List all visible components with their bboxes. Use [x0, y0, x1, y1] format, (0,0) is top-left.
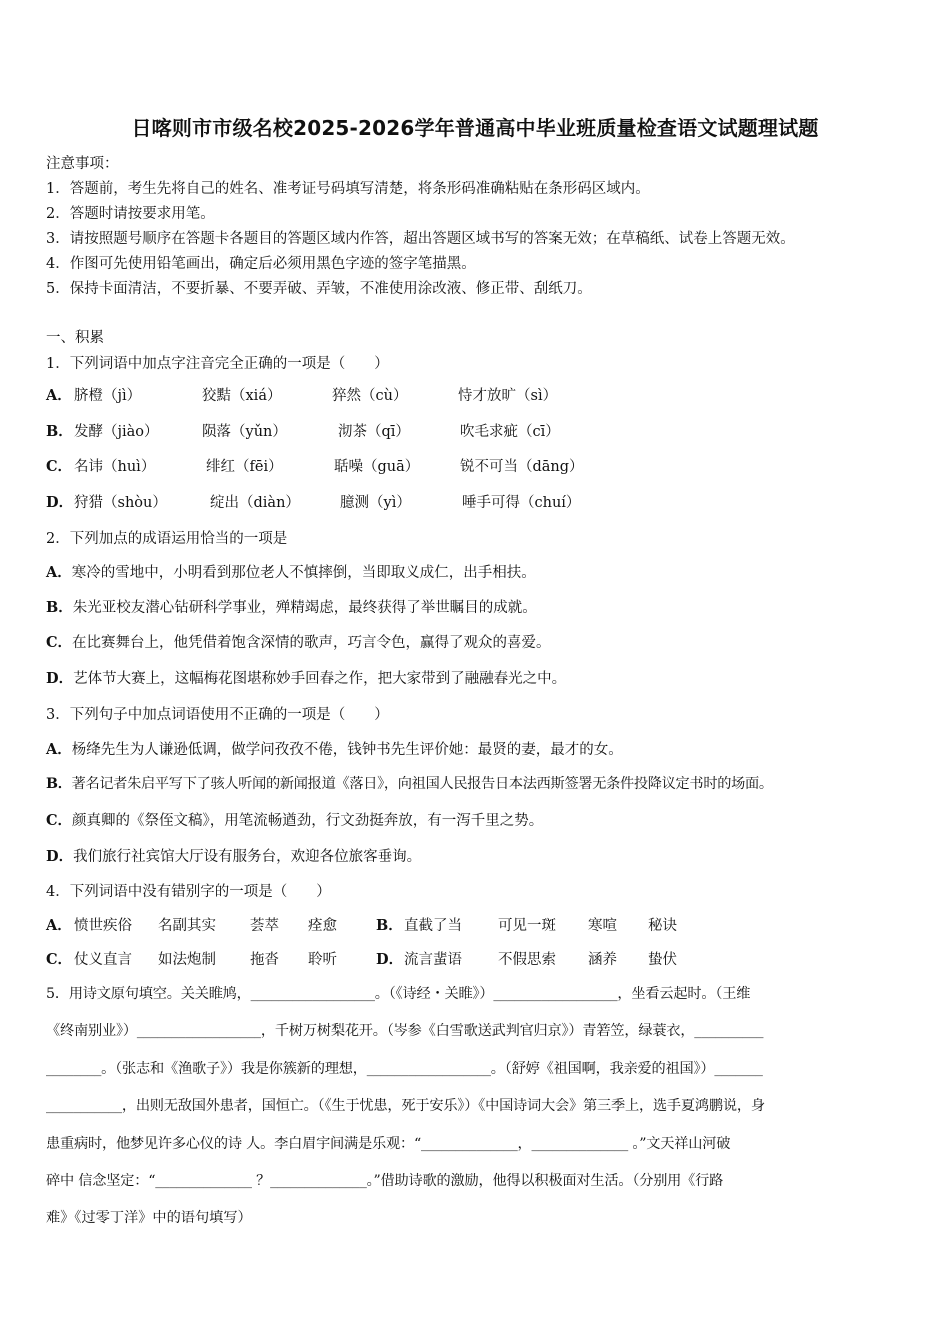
question-stem: 3．下列句子中加点词语使用不正确的一项是（ ） — [46, 707, 389, 723]
text-segment: 直截了当 — [404, 918, 462, 934]
option-item: 名讳（huì） — [74, 459, 156, 475]
text-segment: C． — [46, 951, 73, 968]
q5-line: 难》《过零丁洋》中的语句填写） — [46, 1210, 252, 1226]
notice-item: 2．答题时请按要求用笔。 — [46, 206, 215, 222]
text-segment: D． — [376, 951, 404, 968]
q1-option-c — [46, 455, 906, 475]
q2-option-b — [46, 596, 537, 617]
q2-option-d — [46, 667, 566, 688]
option-label: D． — [46, 494, 74, 511]
text-segment: 艺体节大赛上，这幅梅花图堪称妙手回春之作，把大家带到了融融春光之中。 — [73, 671, 567, 687]
question-stem: 4．下列词语中没有错别字的一项是（ ） — [46, 884, 331, 900]
option-item: 猝然（cù） — [332, 388, 408, 404]
text-segment: 荟萃 — [250, 918, 279, 934]
text-segment: 在比赛舞台上，他凭借着饱含深情的歌声，巧言令色，赢得了观众的喜爱。 — [72, 635, 551, 651]
option-item: 臆测（yì） — [340, 495, 411, 511]
option-item: 绯红（fēi） — [206, 459, 283, 475]
q5-line: ________。（张志和《渔歌子》）我是你簇新的理想，__________________。（舒婷《祖国啊，我亲爱的祖国》）_______ — [46, 1061, 763, 1077]
text-segment: A． — [46, 917, 72, 934]
text-segment: 痊愈 — [308, 918, 337, 934]
text-segment: 流言蜚语 — [404, 952, 462, 968]
option-item: 脐橙（jì） — [74, 388, 142, 404]
text-segment: 著名记者朱启平写下了骇人听闻的新闻报道《落日》，向祖国人民报告日本法西斯签署无条件投降议定书时的场面。 — [71, 776, 773, 792]
section-heading: 一、积累 — [46, 330, 104, 346]
text-segment: 蛰伏 — [648, 952, 677, 968]
text-segment: 寒冷的雪地中，小明看到那位老人不慎摔倒，当即取义成仁，出手相扶。 — [71, 565, 536, 581]
notice-heading: 注意事项： — [46, 156, 119, 172]
text-segment: 寒喧 — [588, 918, 617, 934]
text-segment: C． — [46, 812, 73, 829]
text-segment: 颜真卿的《祭侄文稿》，用笔流畅遒劲，行文劲挺奔放，有一泻千里之势。 — [72, 813, 544, 829]
q1-option-d — [46, 491, 906, 511]
notice-item: 4．作图可先使用铅笔画出，确定后必须用黑色字迹的签字笔描黑。 — [46, 256, 476, 272]
q3-option-d — [46, 845, 421, 866]
q5-line: 碎中 信念坚定：“______________ ？______________。”借助诗歌的激励，他得以积极面对生活。（分别用《行路 — [46, 1173, 724, 1189]
text-segment: 拖沓 — [250, 952, 279, 968]
q3-option-b — [46, 773, 773, 793]
q5-line: 患重病时，他梦见许多心仪的诗 人。李白眉宇间满是乐观：“______________，______________ 。”文天祥山河破 — [46, 1136, 731, 1152]
q1-option-a — [46, 384, 906, 404]
q3-option-c — [46, 809, 543, 830]
q3-option-a — [46, 738, 623, 759]
option-item: 唾手可得（chuí） — [462, 495, 581, 511]
notice-item: 3．请按照题号顺序在答题卡各题目的答题区域内作答，超出答题区域书写的答案无效；在草稿纸、试卷上答题无效。 — [46, 231, 795, 247]
option-item: 锐不可当（dāng） — [460, 459, 584, 475]
question-stem: 1．下列词语中加点字注音完全正确的一项是（ ） — [46, 356, 389, 372]
q4-row-2 — [46, 948, 906, 968]
q4-row-1 — [46, 914, 906, 934]
text-segment: A． — [46, 741, 72, 758]
notice-item: 5．保持卡面清洁，不要折暴、不要弄破、弄皱，不准使用涂改液、修正带、刮纸刀。 — [46, 281, 592, 297]
text-segment: 如法炮制 — [158, 952, 216, 968]
option-label: C． — [46, 458, 73, 475]
text-segment: D． — [46, 848, 74, 865]
text-segment: 涵养 — [588, 952, 617, 968]
text-segment: 可见一斑 — [498, 918, 556, 934]
option-item: 吹毛求疵（cī） — [460, 424, 560, 440]
page-title: 日喀则市市级名校2025-2026学年普通高中毕业班质量检查语文试题理试题 — [131, 116, 819, 140]
text-segment: D． — [46, 670, 74, 687]
text-segment: A． — [46, 564, 72, 581]
text-segment: B． — [376, 917, 403, 934]
option-item: 陨落（yǔn） — [202, 424, 287, 440]
notice-item: 1．答题前，考生先将自己的姓名、准考证号码填写清楚，将条形码准确粘贴在条形码区域内。 — [46, 181, 650, 197]
question-stem: 2．下列加点的成语运用恰当的一项是 — [46, 531, 288, 547]
q5-line: 《终南别业》）__________________，千树万树梨花开。（岑参《白雪歌送武判官归京》）青箬笠，绿蓑衣，__________ — [46, 1023, 764, 1039]
text-segment: C． — [46, 634, 73, 651]
option-item: 发酵（jiào） — [74, 424, 159, 440]
text-segment: 仗义直言 — [74, 952, 132, 968]
text-segment: 杨绛先生为人谦逊低调，做学问孜孜不倦，钱钟书先生评价她：最贤的妻，最才的女。 — [71, 742, 623, 758]
q5-line: ___________，出则无敌国外患者，国恒亡。（《生于忧患，死于安乐》）《中国诗词大会》第三季上，选手夏鸿鹏说，身 — [46, 1098, 765, 1114]
q2-option-a — [46, 561, 536, 582]
text-segment: 不假思索 — [498, 952, 556, 968]
option-item: 沏茶（qī） — [338, 424, 410, 440]
q2-option-c — [46, 631, 551, 652]
option-label: A． — [46, 387, 72, 404]
option-label: B． — [46, 423, 73, 440]
q1-option-b — [46, 420, 906, 440]
text-segment: 秘诀 — [648, 918, 677, 934]
q5-line: 5．用诗文原句填空。关关睢鸠，__________________。（《诗经・关睢》）__________________，坐看云起时。（王维 — [46, 986, 751, 1002]
option-item: 绽出（diàn） — [210, 495, 300, 511]
text-segment: B． — [46, 776, 72, 792]
option-item: 狡黠（xiá） — [202, 388, 282, 404]
text-segment: 聆听 — [308, 952, 337, 968]
option-item: 狩猎（shòu） — [74, 495, 167, 511]
option-item: 恃才放旷（sì） — [458, 388, 558, 404]
text-segment: 名副其实 — [158, 918, 216, 934]
text-segment: 我们旅行社宾馆大厅设有服务台，欢迎各位旅客垂询。 — [73, 849, 422, 865]
text-segment: 朱光亚校友潜心钻研科学事业，殚精竭虑，最终获得了举世瞩目的成就。 — [72, 600, 537, 616]
text-segment: 愤世疾俗 — [74, 918, 132, 934]
text-segment: B． — [46, 599, 73, 616]
option-item: 聒噪（guā） — [334, 459, 420, 475]
